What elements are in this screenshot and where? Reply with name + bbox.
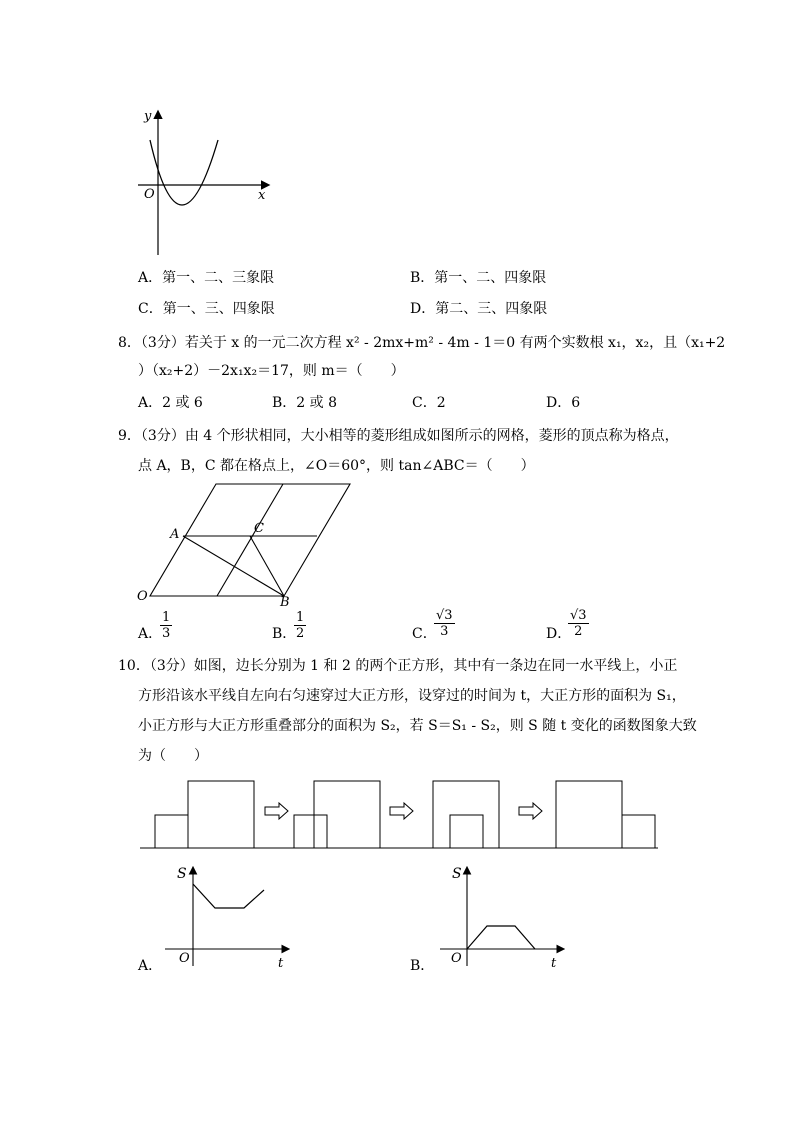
q9-stem-line1: 9．（3分）由 4 个形状相同，大小相等的菱形组成如图所示的网格，菱形的顶点称为格点， <box>118 428 679 444</box>
q10-frame1-small-square <box>155 815 188 848</box>
q7-parabola-graph <box>130 100 280 260</box>
q8-option-c[interactable]: C．2 <box>412 395 446 411</box>
q9-label-b: B <box>280 595 290 608</box>
q9-rhombus-grid-figure <box>130 478 360 608</box>
q10-arrow-right-icon <box>265 803 288 819</box>
q9-option-c-fraction <box>434 608 455 639</box>
q9-segment-cb <box>250 536 284 596</box>
q10-graph-b-t-label: t <box>551 956 557 971</box>
q10-graph-b-o-label: O <box>451 951 462 966</box>
q9-option-d-den: 2 <box>568 623 589 639</box>
q9-option-a-num: 1 <box>162 610 171 625</box>
q7-option-a[interactable]: A．第一、二、三象限 <box>138 270 275 286</box>
q9-option-b-num: 1 <box>296 610 305 625</box>
q9-option-d-fraction <box>568 608 589 639</box>
q9-segment-ab <box>183 536 284 596</box>
q10-frame4-small-square <box>622 815 655 848</box>
q9-option-d-num: √3 <box>570 608 587 623</box>
q9-option-b-letter: B． <box>272 626 297 642</box>
q7-option-d[interactable]: D．第二、三、四象限 <box>410 301 548 317</box>
q7-x-label: x <box>258 188 266 203</box>
q10-arrow-right-icon <box>519 803 542 819</box>
q7-parabola-curve <box>150 140 218 205</box>
q10-graph-a-s-label: S <box>177 866 187 882</box>
q10-graph-b <box>435 858 575 973</box>
q10-frame2-small-square <box>294 815 327 848</box>
q9-option-c-num: √3 <box>436 608 453 623</box>
q10-stem-line3: 小正方形与大正方形重叠部分的面积为 S₂，若 S＝S₁ - S₂，则 S 随 t 变化的函数图象大致 <box>138 718 697 734</box>
q10-stem-line4: 为（ ） <box>138 748 208 764</box>
q10-graph-a-curve <box>193 884 264 908</box>
q9-option-b-den: 2 <box>296 626 305 641</box>
q9-option-a-letter: A． <box>138 626 163 642</box>
q10-graph-b-curve <box>467 926 535 949</box>
q7-y-label: y <box>144 109 152 124</box>
q10-graph-a-t-label: t <box>278 956 284 971</box>
q10-graph-b-s-label: S <box>452 866 462 882</box>
q7-origin-label: O <box>144 187 155 202</box>
q7-option-b[interactable]: B．第一、二、四象限 <box>410 270 547 286</box>
q9-option-c-den: 3 <box>434 623 455 639</box>
q10-graph-a-o-label: O <box>179 951 190 966</box>
q10-frame4-large-square <box>556 781 622 848</box>
q10-frame1-large-square <box>188 781 254 848</box>
q10-stem-line2: 方形沿该水平线自左向右匀速穿过大正方形，设穿过的时间为 t，大正方形的面积为 S₁， <box>138 688 686 704</box>
q8-option-d[interactable]: D．6 <box>546 395 581 411</box>
q10-graph-a <box>160 858 300 973</box>
q8-stem-line1: 8．（3分）若关于 x 的一元二次方程 x² - 2mx+m² - 4m - 1＝0 有两个实数根 x₁，x₂，且（x₁+2 <box>118 335 726 351</box>
q9-label-c: C <box>254 521 264 536</box>
q8-stem-line2: ）（x₂+2）－2x₁x₂＝17，则 m＝（ ） <box>138 363 405 379</box>
q10-stem-line1: 10．（3分）如图，边长分别为 1 和 2 的两个正方形，其中有一条边在同一水平线上，小正 <box>118 658 678 674</box>
q9-option-d-letter: D． <box>546 626 572 642</box>
q9-stem-line2: 点 A，B，C 都在格点上，∠O＝60°，则 tan∠ABC＝（ ） <box>138 458 535 474</box>
q10-frame3-small-square <box>450 815 483 848</box>
q10-option-b[interactable]: B． <box>410 958 435 974</box>
q9-option-c-letter: C． <box>412 626 437 642</box>
q10-arrow-right-icon <box>390 803 413 819</box>
q9-option-b-fraction <box>294 610 306 641</box>
q8-option-b[interactable]: B．2 或 8 <box>272 395 338 411</box>
q10-squares-sequence-figure <box>138 772 663 854</box>
q9-option-a-fraction <box>160 610 172 641</box>
q7-option-c[interactable]: C．第一、三、四象限 <box>138 301 275 317</box>
q8-option-a[interactable]: A．2 或 6 <box>138 395 203 411</box>
q9-label-o: O <box>137 589 148 604</box>
q10-option-a[interactable]: A． <box>138 958 163 974</box>
q9-grid-slanted <box>217 484 283 596</box>
q9-label-a: A <box>170 527 180 542</box>
q9-option-a-den: 3 <box>162 626 171 641</box>
